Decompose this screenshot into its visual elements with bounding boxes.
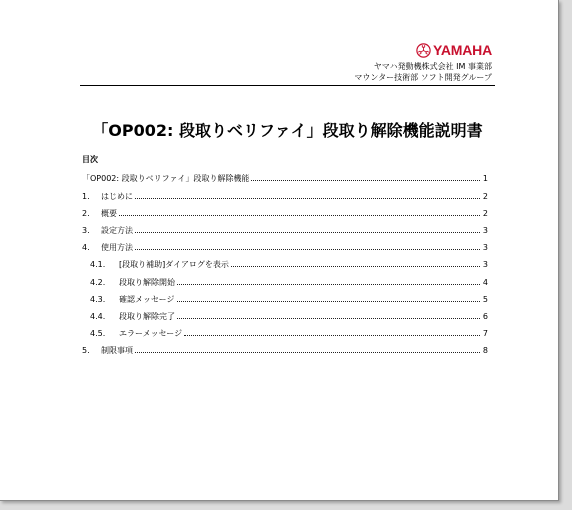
document-header [354,42,492,83]
toc-leader [135,352,480,353]
toc-entry-4-5[interactable] [82,325,488,342]
toc-entry-text: 段取り解除完了 [119,311,175,321]
toc-page-number: 1 [482,174,488,184]
toc-page-number: 3 [482,243,488,253]
toc-entry-text: 設定方法 [101,225,133,235]
toc-entry-text: 使用方法 [101,243,133,253]
toc-leader [135,198,480,199]
toc-leader [184,335,480,336]
toc-leader [251,180,479,181]
tuning-fork-emblem-icon [416,43,431,58]
toc-entry-4[interactable] [82,239,488,256]
toc-entry-number: 3. [82,225,90,235]
toc-entry-5[interactable] [82,342,488,359]
toc-leader [119,215,480,216]
toc-entry-text: はじめに [101,191,133,201]
toc-entry-intro[interactable] [82,170,488,187]
toc-page-number: 7 [482,329,488,339]
toc-page-number: 6 [482,311,488,321]
logo-wordmark: YAMAHA [433,42,492,58]
toc-entry-text: [段取り補助]ダイアログを表示 [119,260,229,270]
toc-entry-text: 段取り解除開始 [119,277,175,287]
toc-entry-number: 4.4. [90,311,106,321]
toc-entry-1[interactable] [82,188,488,205]
toc-entry-4-3[interactable] [82,291,488,308]
toc-entry-number: 4.3. [90,294,106,304]
toc-entry-text: 概要 [101,208,117,218]
toc-entry-text: エラーメッセージ [119,329,183,339]
toc-leader [231,266,480,267]
toc-entry-number: 5. [82,346,90,356]
toc-page-number: 8 [482,346,488,356]
department-name: マウンター技術部 ソフト開発グループ [354,73,492,82]
toc-page-number: 2 [482,208,488,218]
company-logo [354,42,492,58]
toc-entry-number: 4.1. [90,260,106,270]
toc-entry-4-4[interactable] [82,308,488,325]
header-divider [80,85,495,86]
toc-entry-text: 制限事項 [101,346,133,356]
company-name: ヤマハ発動機株式会社 IM 事業部 [373,62,492,71]
toc-page-number: 2 [482,191,488,201]
document-title: 「OP002: 段取りベリファイ」段取り解除機能説明書 [92,121,483,140]
toc-leader [177,318,480,319]
table-of-contents [82,170,488,359]
toc-leader [135,249,480,250]
toc-entry-number: 4. [82,243,90,253]
toc-entry-number: 4.2. [90,277,106,287]
toc-leader [135,232,480,233]
toc-entry-2[interactable] [82,205,488,222]
toc-entry-4-1[interactable] [82,256,488,273]
toc-entry-number: 1. [82,191,90,201]
toc-entry-number: 2. [82,208,90,218]
toc-leader [177,301,480,302]
toc-entry-text: 確認メッセージ [119,294,175,304]
toc-entry-3[interactable] [82,222,488,239]
toc-entry-4-2[interactable] [82,274,488,291]
toc-page-number: 4 [482,277,488,287]
toc-page-number: 3 [482,260,488,270]
toc-page-number: 5 [482,294,488,304]
toc-entry-number: 4.5. [90,329,106,339]
toc-entry-text: 「OP002: 段取りベリファイ」段取り解除機能 [82,174,250,184]
toc-heading: 目次 [82,155,98,164]
toc-page-number: 3 [482,225,488,235]
toc-leader [177,284,480,285]
